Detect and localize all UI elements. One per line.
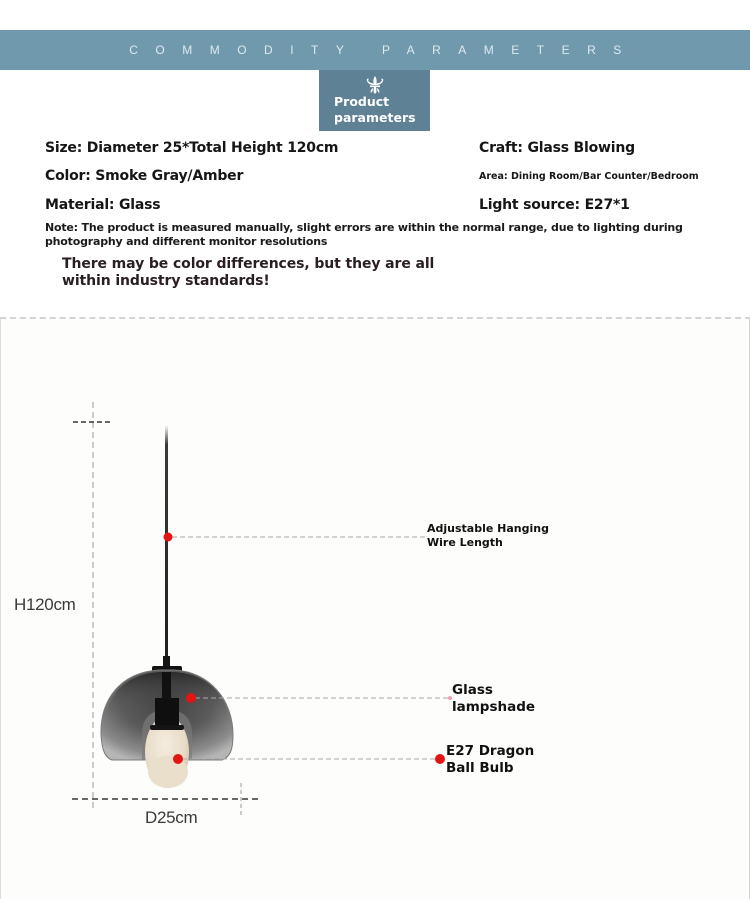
- callout-wire-line1: Adjustable Hanging: [427, 522, 549, 535]
- param-size: Size: Diameter 25*Total Height 120cm: [45, 140, 339, 156]
- color-difference-warning: There may be color differences, but they are all within industry standards!: [62, 256, 435, 289]
- hanging-wire: [165, 425, 168, 670]
- socket-neck: [162, 672, 171, 700]
- diameter-label: D25cm: [145, 808, 198, 827]
- param-light-source: Light source: E27*1: [479, 197, 630, 213]
- param-color: Color: Smoke Gray/Amber: [45, 168, 244, 184]
- callout-bulb-line1: E27 Dragon: [446, 743, 535, 759]
- socket-ring: [150, 725, 184, 730]
- bulb-marker: [173, 754, 183, 764]
- wire-marker: [164, 533, 173, 542]
- param-craft: Craft: Glass Blowing: [479, 140, 635, 156]
- param-area: Area: Dining Room/Bar Counter/Bedroom: [479, 171, 699, 182]
- bulb-socket: [155, 698, 179, 728]
- bulb-callout-end-marker: [435, 754, 445, 764]
- param-material: Material: Glass: [45, 197, 161, 213]
- tag-label-line1: Product: [334, 94, 390, 109]
- measurement-note: Note: The product is measured manually, slight errors are within the normal range, due to lighting during photography and different monitor resolutions: [45, 221, 683, 248]
- callout-glass-lampshade: [452, 682, 535, 716]
- callout-wire-length: [427, 522, 549, 550]
- tag-label-line2: parameters: [334, 110, 416, 125]
- height-label: H120cm: [14, 595, 76, 614]
- callout-wire-line2: Wire Length: [427, 536, 503, 549]
- banner-title: COMMODITY PARAMETERS: [129, 43, 639, 57]
- shade-marker: [186, 693, 196, 703]
- callout-dragon-ball-bulb: [446, 743, 534, 777]
- callout-bulb-line2: Ball Bulb: [446, 760, 514, 776]
- callout-shade-line2: lampshade: [452, 699, 536, 715]
- callout-shade-line1: Glass: [452, 682, 493, 698]
